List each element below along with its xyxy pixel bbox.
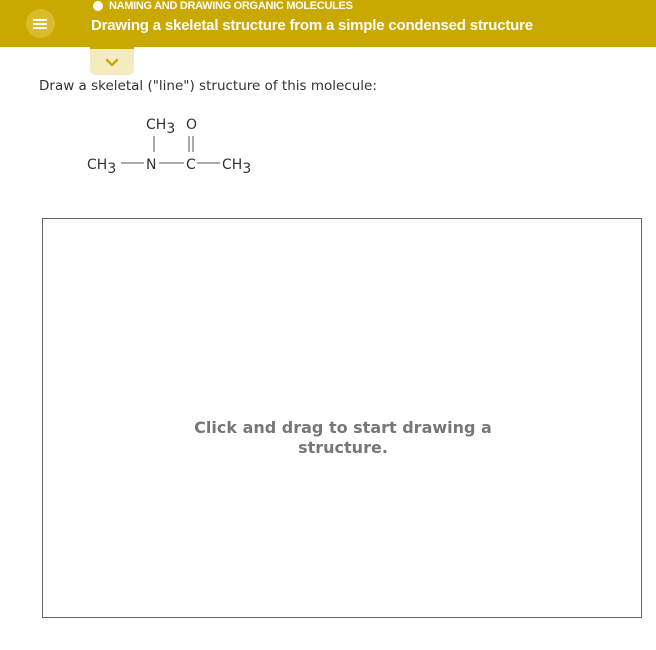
nitrogen-label: N (146, 157, 157, 173)
canvas-hint (43, 418, 643, 458)
header-bar (0, 0, 656, 47)
top-methyl-label: CH3 (146, 117, 176, 137)
drawing-canvas[interactable] (42, 218, 642, 618)
topic-label (93, 0, 353, 12)
menu-button[interactable] (0, 0, 80, 47)
question-prompt: Draw a skeletal ("line") structure of this molecule: (39, 78, 377, 94)
chevron-down-icon[interactable] (105, 58, 119, 67)
condensed-structure (80, 110, 280, 180)
expand-button[interactable] (90, 47, 134, 75)
canvas-hint-line2: structure. (298, 438, 388, 457)
topic-text: NAMING AND DRAWING ORGANIC MOLECULES (109, 0, 353, 12)
page-title: Drawing a skeletal structure from a simple condensed structure (91, 17, 533, 34)
canvas-hint-line1: Click and drag to start drawing a (194, 418, 492, 437)
oxygen-label: O (186, 117, 198, 133)
status-dot-icon (93, 1, 103, 11)
left-methyl-label: CH3 (87, 157, 117, 177)
right-methyl-label: CH3 (222, 157, 252, 177)
hamburger-menu-icon[interactable] (26, 9, 55, 38)
carbon-label: C (186, 157, 196, 173)
